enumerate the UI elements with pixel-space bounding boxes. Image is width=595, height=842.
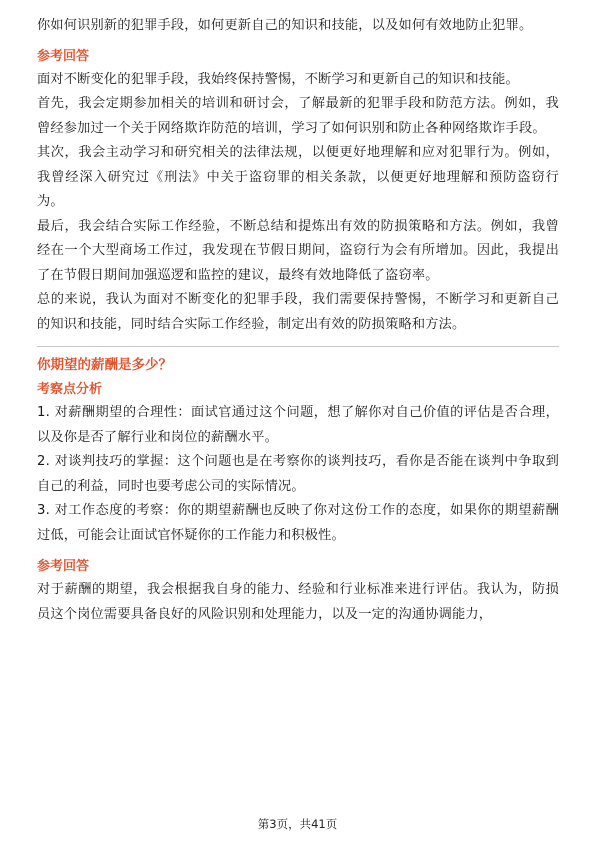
analysis-item: 2. 对谈判技巧的掌握：这个问题也是在考察你的谈判技巧，看你是否能在谈判中争取到自己的利益，同时也要考虑公司的实际情况。 <box>37 454 559 494</box>
analysis-heading: 考察点分析 <box>37 382 103 397</box>
answer-paragraph: 面对不断变化的犯罪手段，我始终保持警惕，不断学习和更新自己的知识和技能。 <box>37 71 519 87</box>
page-number: 第3页，共41页 <box>257 817 338 831</box>
section-divider <box>37 346 559 347</box>
answer-paragraph: 其次，我会主动学习和研究相关的法律法规，以便更好地理解和应对犯罪行为。例如，我曾经深入研究过《刑法》中关于盗窃罪的相关条款，以便更好地理解和预防盗窃行为。 <box>37 145 559 209</box>
answer-paragraph: 最后，我会结合实际工作经验，不断总结和提炼出有效的防损策略和方法。例如，我曾经在一个大型商场工作过，我发现在节假日期间，盗窃行为会有所增加。因此，我提出了在节假日期间加强巡逻和监控的建议，最终有效地降低了盗窃率。 <box>37 218 559 283</box>
document-page <box>37 14 559 627</box>
answer-paragraph: 对于薪酬的期望，我会根据我自身的能力、经验和行业标准来进行评估。我认为，防损员这个岗位需要具备良好的风险识别和处理能力，以及一定的沟通协调能力， <box>37 582 559 622</box>
analysis-item: 3. 对工作态度的考察：你的期望薪酬也反映了你对这份工作的态度，如果你的期望薪酬过低，可能会让面试官怀疑你的工作能力和积极性。 <box>37 503 559 543</box>
question-continuation: 你如何识别新的犯罪手段，如何更新自己的知识和技能，以及如何有效地防止犯罪。 <box>37 18 533 33</box>
question-title: 你期望的薪酬是多少？ <box>37 357 172 373</box>
analysis-item: 1. 对薪酬期望的合理性：面试官通过这个问题，想了解你对自己价值的评估是否合理，以及你是否了解行业和岗位的薪酬水平。 <box>37 405 559 445</box>
answer-paragraph: 首先，我会定期参加相关的培训和研讨会，了解最新的犯罪手段和防范方法。例如，我曾经参加过一个关于网络欺诈防范的培训，学习了如何识别和防止各种网络欺诈手段。 <box>37 96 559 136</box>
answer-heading: 参考回答 <box>37 48 90 64</box>
answer-paragraph: 总的来说，我认为面对不断变化的犯罪手段，我们需要保持警惕，不断学习和更新自己的知识和技能，同时结合实际工作经验，制定出有效的防损策略和方法。 <box>37 292 559 332</box>
answer-heading: 参考回答 <box>37 559 90 574</box>
